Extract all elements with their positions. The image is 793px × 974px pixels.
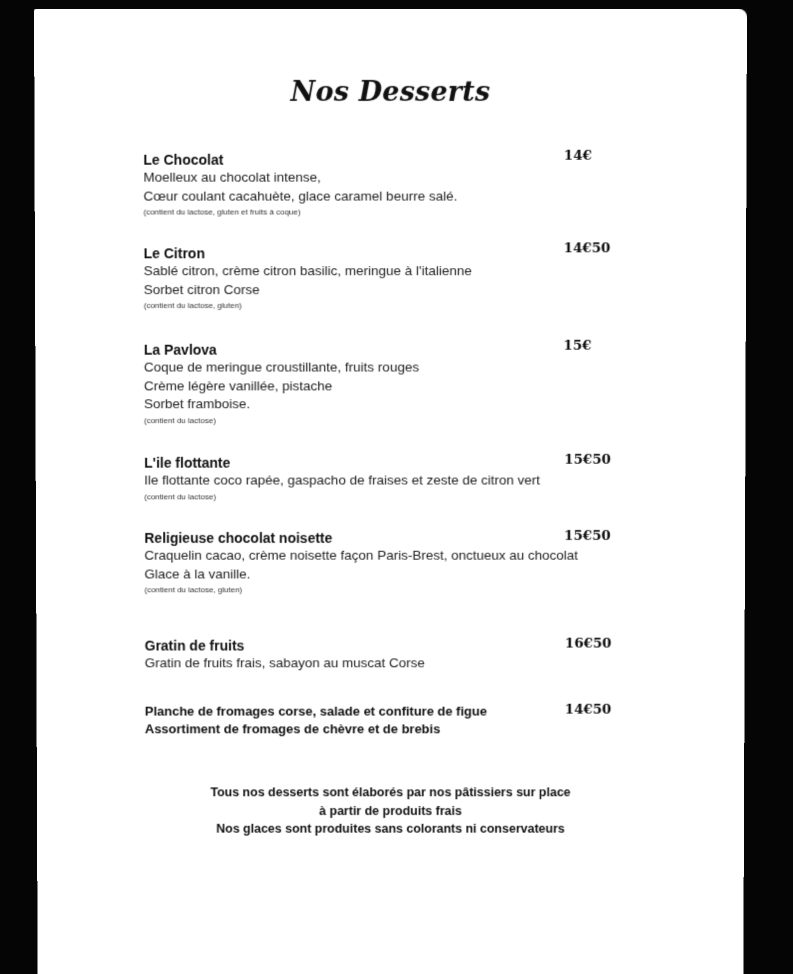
item-price: 16€50 [564,635,612,652]
item-allergens: (contient du lactose, gluten) [144,585,243,595]
item-name: L'ile flottante [144,454,231,471]
item-description-line: Coque de meringue croustillante, fruits rouges [143,359,420,375]
item-allergens: (contient du lactose, gluten et fruits à coque) [143,207,301,217]
item-description-line: Sorbet framboise. [144,396,251,412]
menu-item-religieuse [144,529,621,596]
item-name: Le Chocolat [143,151,224,168]
item-description-line: Moelleux au chocolat intense, [143,169,322,185]
footer-line: Nos glaces sont produites sans colorants ni conservateurs [216,821,565,836]
item-price: 15€50 [564,528,611,544]
menu-footer-note [37,783,744,838]
item-description-line: Sorbet citron Corse [143,281,260,297]
item-description-line: Sablé citron, crème citron basilic, meringue à l'italienne [143,263,472,279]
menu-item-ile-flottante [144,451,622,503]
item-price: 15€50 [564,451,611,468]
item-description-line: Crème légère vanillée, pistache [143,377,333,393]
item-name: Religieuse chocolat noisette [144,530,333,546]
menu-page [34,9,747,974]
menu-title: Nos Desserts [290,76,491,108]
menu-item-gratin-de-fruits [145,637,622,673]
item-allergens: (contient du lactose) [144,491,216,501]
item-name: Gratin de fruits [144,637,245,654]
item-description-line: Gratin de fruits frais, sabayon au muscat Corse [144,655,425,671]
footer-line: à partir de produits frais [319,803,462,818]
item-price: 14€50 [564,701,612,718]
menu-item-le-chocolat [143,151,622,219]
item-allergens: (contient du lactose, gluten) [143,301,242,310]
menu-item-le-citron [144,244,623,312]
item-price: 14€ [563,147,592,164]
menu-item-la-pavlova [144,341,622,427]
menu-item-planche-de-fromages [145,703,622,737]
item-name: Le Citron [143,245,205,262]
item-price: 14€50 [563,240,611,257]
item-name: Planche de fromages corse, salade et confiture de figue [144,703,487,719]
item-description-line: Ile flottante coco rapée, gaspacho de fraises et zeste de citron vert [144,472,541,488]
item-description-line: Craquelin cacao, crème noisette façon Paris-Brest, onctueux au chocolat [144,547,578,563]
item-description-line: Glace à la vanille. [144,566,251,581]
item-name: La Pavlova [143,341,217,358]
footer-line: Tous nos desserts sont élaborés par nos pâtissiers sur place [210,785,571,800]
item-description-line: Cœur coulant cacahuète, glace caramel beurre salé. [143,188,458,204]
item-allergens: (contient du lactose) [144,415,216,425]
item-description-line: Assortiment de fromages de chèvre et de brebis [144,721,441,737]
item-price: 15€ [563,337,592,354]
